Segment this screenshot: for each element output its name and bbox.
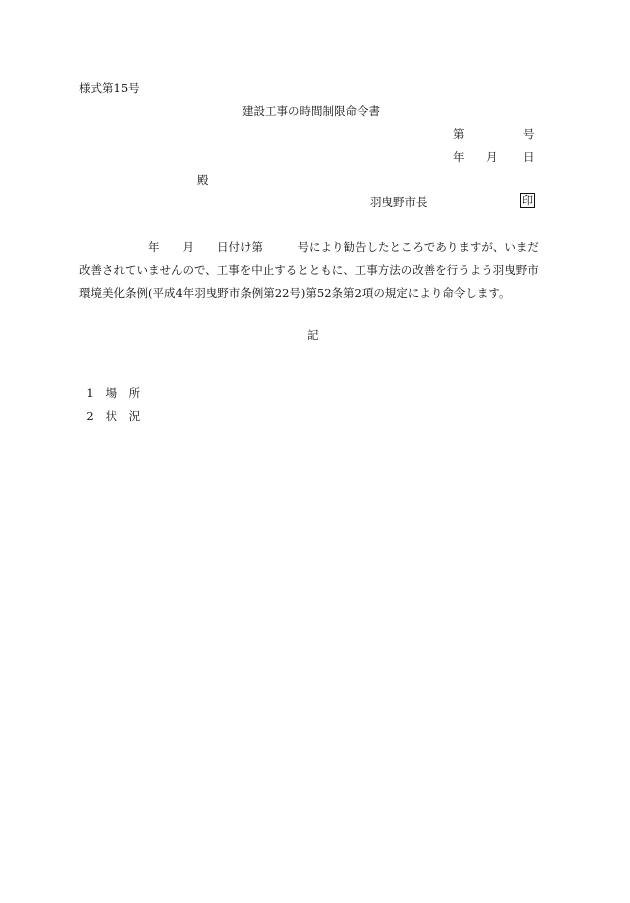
date-month: 月 [486,150,498,164]
date-day: 日 [523,150,535,164]
body-line-3: 環境美化条例(平成4年羽曳野市条例第22号)第52条第2項の規定により命令します。 [79,286,511,300]
addressee-honorific: 殿 [197,173,209,187]
item-number: 1 [86,386,94,400]
seal-box: 印 [522,194,533,207]
item-number: 2 [86,409,94,423]
item-label: 場 所 [105,386,141,400]
body-line-2: 改善されていませんので、工事を中止するとともに、工事方法の改善を行うよう羽曳野市 [79,263,539,277]
list-item [79,395,140,423]
document-title: 建設工事の時間制限命令書 [242,104,380,118]
reference-number-prefix: 第 [453,127,465,141]
sender-title: 羽曳野市長 [370,195,428,209]
form-number: 様式第15号 [79,81,140,95]
note-heading: 記 [307,328,319,342]
reference-number-suffix: 号 [523,127,535,141]
body-line-1: 年 月 日付け第 号により勧告したところでありますが、いまだ [79,240,539,254]
date-year: 年 [453,150,465,164]
item-label: 状 況 [105,409,141,423]
